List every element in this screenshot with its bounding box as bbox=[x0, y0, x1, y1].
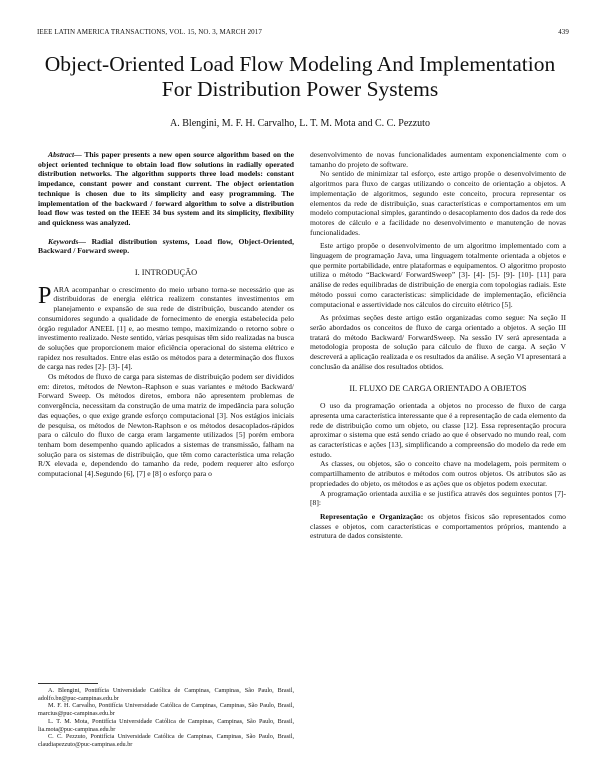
page-number: 439 bbox=[558, 28, 569, 36]
footnotes bbox=[38, 687, 294, 749]
section-heading-oo-load-flow: II. FLUXO DE CARGA ORIENTADO A OBJETOS bbox=[349, 384, 527, 394]
footnote: L. T. M. Mota, Pontifícia Universidade Católica de Campinas, Campinas, São Paulo, Brasil, lia.mota@puc-campinas.edu.br bbox=[38, 717, 294, 733]
keywords-label: Keywords— bbox=[48, 236, 86, 246]
oo-paragraph-1: O uso da programação orientada a objetos no processo de fluxo de carga apresenta uma característica interessante que é a representação de cada elemento da rede de distribuição como um objeto, ou classe [12]. Essa representação procura aproximar o sistema que está sendo criado ao que é observado no mundo real, com as características e ações [13], simplificando a compreensão do modelo da rede em estudo. bbox=[310, 401, 566, 459]
footnote: A. Blengini, Pontifícia Universidade Católica de Campinas, Campinas, São Paulo, Brasil, adolfo.bn@puc-campinas.edu.br bbox=[38, 687, 294, 702]
author-list: A. Blengini, M. F. H. Carvalho, L. T. M. Mota and C. C. Pezzuto bbox=[170, 118, 430, 129]
intro-paragraph-3: desenvolvimento de novas funcionalidades aumentam exponencialmente com o tamanho do projeto de software. bbox=[310, 150, 566, 169]
representation-text: os objetos físicos são representados como classes e objetos, com características e comportamentos próprios, mantendo a estrutura de dados consistente. bbox=[310, 511, 566, 541]
footnote: M. F. H. Carvalho, Pontifícia Universidade Católica de Campinas, Campinas, São Paulo, Brasil, marcius@puc-campinas.edu.br bbox=[38, 702, 294, 718]
footnote: C. C. Pezzuto, Pontifícia Universidade Católica de Campinas, Campinas, São Paulo, Brasil, claudiapezzuto@puc-campinas.edu.br bbox=[38, 733, 294, 748]
abstract-label: Abstract— bbox=[48, 150, 82, 159]
intro-paragraph-4: No sentido de minimizar tal esforço, este artigo propõe o desenvolvimento de algoritmos para fluxo de cargas utilizando o conceito de orientação a objetos. A implementação de algoritmos, segundo este conceito, procura representar os elementos da rede de distribuição, suas características e comportamentos em um modelo computacional simples, garantindo o desacoplamento dos dados da rede dos motores de cálculo e a facilidade no desenvolvimento e manutenção de novas funcionalidades. bbox=[310, 169, 566, 237]
intro-paragraph-5: Este artigo propõe o desenvolvimento de um algoritmo implementado com a linguagem de programação Java, uma linguagem totalmente orientada a objetos e que permite portabilidade, entre plataformas e equipamentos. O algoritmo proposto utiliza o método “Backward/ ForwardSweep” [3]- [4]- [5]- [9]- [10]- [11] para análise de redes equilibradas de distribuição de energia com topologias radiais. Este método possui como características: simplicidade de implementação, eficiência computacional e assertividade nos cálculos do circuito elétrico [5]. bbox=[310, 241, 566, 309]
intro-paragraph-1-text: ARA acompanhar o crescimento do meio urbano torna-se necessário que as distribuidoras de energia elétrica realizem constantes investimentos em planejamento e expansão de sua rede de distribuição, buscando atender os consumidores segundo a qualidade de fornecimento de energia estabelecida pelo órgão regulador ANEEL [1] e, ao mesmo tempo, maximizando o retorno sobre o investimento realizado. Neste sentido, várias pesquisas têm sido realizadas na busca de soluções que proporcionem maior eficiência operacional do sistema elétrico e rapidez nos resultados. Entre elas estão os métodos para a determinação dos fluxos de carga nas redes [2]- [3]- [4]. bbox=[38, 284, 294, 372]
paper-title: Object-Oriented Load Flow Modeling And Implementation For Distribution Power Systems bbox=[44, 52, 556, 101]
footnote-rule bbox=[38, 683, 98, 684]
running-header: IEEE LATIN AMERICA TRANSACTIONS, VOL. 15, NO. 3, MARCH 2017 bbox=[37, 28, 262, 36]
keywords bbox=[38, 237, 294, 256]
keywords-text: Radial distribution systems, Load flow, Object-Oriented, Backward / Forward sweep. bbox=[38, 236, 294, 256]
intro-paragraph-6: As próximas seções deste artigo estão organizadas como segue: Na seção II serão abordados os conceitos de fluxo de carga orientado a objetos. A seção III tratará do método Backward/ ForwardSweep. Na sessão IV será apresentada a metodologia proposta de solução para cálculo de fluxo de carga. A seção V descreverá a aplicação realizada e os resultados da análise. A seção VI apresentará a conclusão da análise dos resultados obtidos. bbox=[310, 313, 566, 371]
oo-paragraph-4 bbox=[310, 512, 566, 541]
oo-paragraph-3: A programação orientada auxilia e se justifica através dos seguintes pontos [7]- [8]: bbox=[310, 488, 566, 508]
section-heading-introduction: I. INTRODUÇÃO bbox=[134, 268, 198, 278]
oo-paragraph-2: As classes, ou objetos, são o conceito chave na modelagem, pois permitem o compartilhamento de atributos e métodos com outros objetos. Os atributos são as propriedades do objeto, os métodos e as ações que os objetos podem executar. bbox=[310, 459, 566, 488]
abstract-text: This paper presents a new open source algorithm based on the object oriented technique to obtain load flow solutions in radially operated distribution networks. The algorithm supports three load models: constant impedance, constant power and constant current. The object orientation technique is chosen due to its simplicity and easy programming. The implementation of the backward / forward algorithm to solve a distribution load flow was tested on the IEEE 34 bus system and its simplicity, flexibility and quickness was analyzed. bbox=[38, 150, 294, 227]
representation-label: Representação e Organização: bbox=[320, 511, 424, 521]
abstract bbox=[38, 150, 294, 228]
intro-paragraph-1 bbox=[38, 282, 294, 372]
drop-cap: P bbox=[38, 282, 52, 309]
intro-paragraph-2: Os métodos de fluxo de carga para sistemas de distribuição podem ser divididos em: diretos, métodos de Newton–Raphson e suas variantes e método Backward/ Forward Sweep. Os métodos diretos, embora não apresentem problemas de convergência, necessitam da construção de uma matriz de impedância para solução das equações, o que exige grande esforço computacional [3]. Nos estágios iniciais de pesquisa, os métodos de Newton-Raphson e os métodos desacoplados-rápidos para o cálculo do fluxo de carga eram largamente utilizados [5] porém embora tenham bom desempenho quando aplicados a sistemas de transmissão, falham na solução para os sistemas de distribuição, que têm como característica uma relação R/X elevada e, dependendo do tamanho da rede, podem requerer alto esforço computacional [4].Segundo [6], [7] e [8] o esforço para o bbox=[38, 372, 294, 479]
right-column bbox=[310, 150, 566, 541]
left-column bbox=[38, 150, 294, 479]
